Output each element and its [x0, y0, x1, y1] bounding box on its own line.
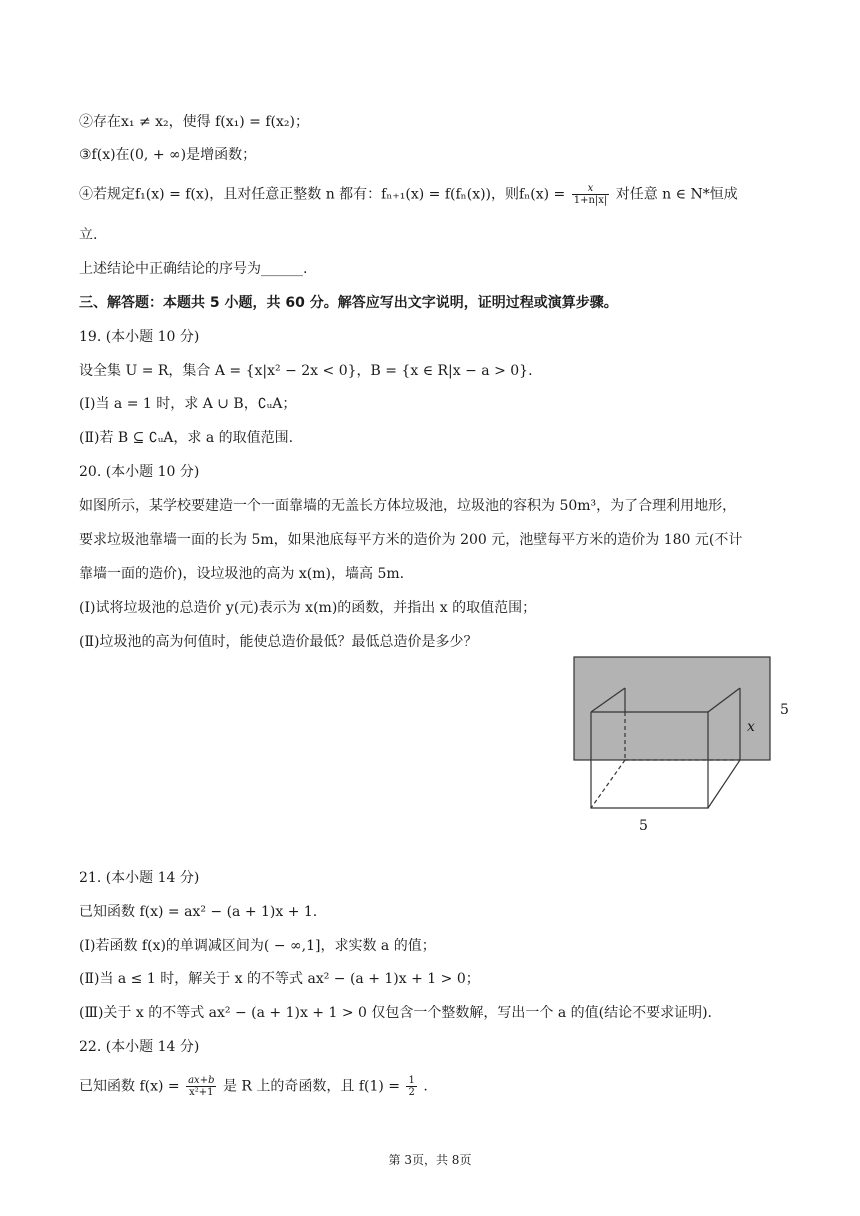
- statement-2: ②存在x₁ ≠ x₂，使得 f(x₁) = f(x₂)；: [79, 114, 309, 130]
- statement-4-continuation: 立.: [79, 227, 98, 243]
- q21-stem: 已知函数 f(x) = ax² − (a + 1)x + 1.: [79, 904, 318, 920]
- garbage-pool-figure: [560, 650, 800, 840]
- q20-stem-2: 要求垃圾池靠墙一面的长为 5m，如果池底每平方米的造价为 200 元，池壁每平方米的造价为 180 元(不计: [79, 532, 743, 548]
- pool-length-label: 5: [639, 818, 648, 834]
- q22-text-c: .: [423, 1078, 428, 1095]
- statement-4: [79, 183, 738, 206]
- fraction-numerator: 1: [408, 1075, 415, 1086]
- page-footer: 第 3页，共 8页: [388, 1153, 472, 1167]
- fraction-numerator: ax+b: [188, 1075, 215, 1086]
- wall-height-label: 5: [780, 702, 789, 718]
- statement-4-text-a: ④若规定f₁(x) = f(x)，且对任意正整数 n 都有：fₙ₊₁(x) = f(fₙ(x))，则fₙ(x) =: [79, 186, 566, 203]
- fraction-ax-plus-b-over-x2-plus-1: [186, 1075, 216, 1098]
- box-bottom-left-edge-hidden: [591, 760, 625, 808]
- q20-stem-1: 如图所示，某学校要建造一个一面靠墙的无盖长方体垃圾池，垃圾池的容积为 50m³，为了合理利用地形，: [79, 498, 737, 514]
- q19-stem: 设全集 U = R，集合 A = {x|x² − 2x < 0}，B = {x ∈ R|x − a > 0}.: [79, 363, 533, 379]
- box-bottom-right-edge: [708, 760, 740, 808]
- fraction-x-over-1-plus-n-abs-x: [572, 183, 610, 206]
- q22-text-b: 是 R 上的奇函数，且 f(1) =: [222, 1078, 401, 1095]
- q20-heading: 20. (本小题 10 分): [79, 464, 200, 480]
- q20-stem-3: 靠墙一面的造价)，设垃圾池的高为 x(m)，墙高 5m.: [79, 566, 405, 582]
- q19-part-2: (Ⅱ)若 B ⊆ ∁ᵤA，求 a 的取值范围.: [79, 430, 294, 446]
- statement-4-text-b: 对任意 n ∈ N*恒成: [615, 186, 738, 203]
- fraction-denominator: 2: [408, 1087, 415, 1098]
- fraction-denominator: x²+1: [189, 1087, 214, 1098]
- q22-text-a: 已知函数 f(x) =: [79, 1078, 180, 1095]
- section-heading: 三、解答题：本题共 5 小题，共 60 分。解答应写出文字说明，证明过程或演算步骤。: [79, 295, 618, 311]
- statement-3: ③f(x)在(0, + ∞)是增函数；: [79, 147, 257, 163]
- fraction-numerator: x: [572, 183, 610, 195]
- q21-part-3: (Ⅲ)关于 x 的不等式 ax² − (a + 1)x + 1 > 0 仅包含一个整数解，写出一个 a 的值(结论不要求证明).: [79, 1005, 713, 1021]
- q19-heading: 19. (本小题 10 分): [79, 329, 200, 345]
- q21-heading: 21. (本小题 14 分): [79, 870, 200, 886]
- q20-part-2: (Ⅱ)垃圾池的高为何值时，能使总造价最低？最低总造价是多少？: [79, 634, 478, 650]
- q19-part-1: (Ⅰ)当 a = 1 时，求 A ∪ B，∁ᵤA；: [79, 396, 297, 412]
- fraction-one-half: [406, 1075, 416, 1098]
- pool-height-label: x: [747, 719, 755, 735]
- q20-part-1: (Ⅰ)试将垃圾池的总造价 y(元)表示为 x(m)的函数，并指出 x 的取值范围；: [79, 600, 537, 616]
- q22-stem: [79, 1075, 428, 1098]
- fraction-denominator: 1+n|x|: [573, 195, 608, 206]
- q21-part-1: (Ⅰ)若函数 f(x)的单调减区间为( − ∞,1]，求实数 a 的值；: [79, 938, 436, 954]
- q21-part-2: (Ⅱ)当 a ≤ 1 时，解关于 x 的不等式 ax² − (a + 1)x + 1 > 0；: [79, 971, 480, 987]
- answer-prompt: 上述结论中正确结论的序号为______.: [79, 261, 308, 277]
- q22-heading: 22. (本小题 14 分): [79, 1039, 200, 1055]
